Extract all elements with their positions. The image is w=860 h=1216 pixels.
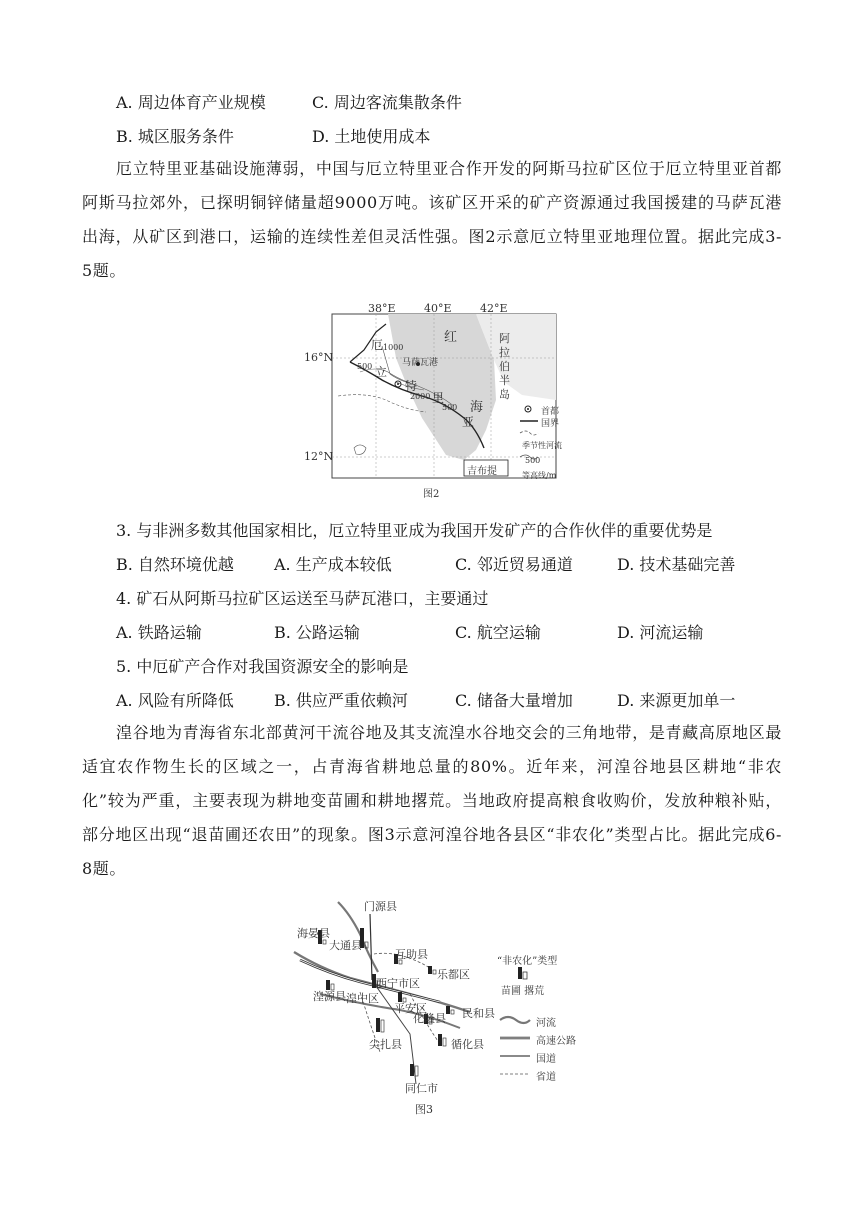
legend-capital: 首都 [541, 407, 560, 417]
county-jianzha: 尖扎县 [369, 1038, 402, 1051]
sea-char-2: 海 [470, 400, 484, 415]
county-huzhu: 互助县 [395, 948, 428, 961]
lat-label-16: 16°N [304, 351, 334, 364]
county-hualong: 化隆县 [413, 1012, 446, 1025]
legend-national-road: 国道 [536, 1054, 556, 1065]
q3-option-1: B. 自然环境优越 [116, 555, 234, 574]
county-tongren: 同仁市 [405, 1082, 438, 1095]
country-char-3: 特 [405, 379, 418, 393]
passage-huangshui-text: 湟谷地为青海省东北部黄河干流谷地及其支流湟水谷地交会的三角地带，是青藏高原地区最适宜农作物生长的区域之一，占青海省耕地总量的80%。近年来，河湟谷地县区耕地“非农化”较为严重，主要表现为耕地变苗圃和耕地撂荒。当地政府提高粮食收购价，发放种粮补贴，部分地区出现“退苗圃还农田”的现象。图3示意河湟谷地各县区“非农化”类型占比。据此完成6-8题。 [82, 723, 782, 878]
q4-option-b: B. 公路运输 [274, 623, 360, 642]
q2-option-b: B. 城区服务条件 [116, 127, 234, 146]
lat-label-12: 12°N [304, 450, 334, 463]
legend-bar-labels: 苗圃 撂荒 [501, 986, 545, 997]
figure-2-caption: 图2 [423, 489, 440, 500]
djibouti-label: 吉布提 [467, 466, 497, 477]
peninsula-char-5: 岛 [499, 388, 510, 401]
legend-bar-glyph [516, 966, 530, 980]
country-char-5: 亚 [462, 415, 475, 429]
port-label: 马萨瓦港 [402, 358, 439, 368]
legend-expressway: 高速公路 [536, 1036, 576, 1047]
legend-river: 河流 [536, 1018, 556, 1029]
figure-3-legend-lines [498, 1012, 532, 1082]
lon-label-38: 38°E [368, 302, 396, 315]
passage-eritrea [82, 152, 782, 288]
county-menyuan: 门源县 [364, 900, 397, 913]
q4-option-d: D. 河流运输 [617, 623, 704, 642]
q5-option-c: C. 储备大量增加 [455, 691, 573, 710]
contour-label-1000: 1000 [383, 343, 404, 352]
legend-border: 国界 [541, 419, 560, 429]
lon-label-40: 40°E [424, 302, 452, 315]
q5-stem: 5. 中厄矿产合作对我国资源安全的影响是 [116, 657, 409, 676]
figure-3-caption: 图3 [415, 1103, 433, 1116]
q4-option-a: A. 铁路运输 [116, 623, 202, 642]
country-char-2: 立 [375, 365, 388, 379]
q3-option-3: C. 邻近贸易通道 [455, 555, 573, 574]
q2-option-c: C. 周边客流集散条件 [312, 93, 462, 112]
q5-option-b: B. 供应严重依赖河 [274, 691, 408, 710]
sea-char-1: 红 [444, 330, 458, 345]
contour-label-500-b: 500 [442, 403, 458, 412]
q3-stem: 3. 与非洲多数其他国家相比，厄立特里亚成为我国开发矿产的合作伙伴的重要优势是 [116, 521, 713, 540]
q4-option-c: C. 航空运输 [455, 623, 541, 642]
peninsula-char-4: 半 [499, 374, 510, 387]
q3-option-4: D. 技术基础完善 [617, 555, 736, 574]
q3-option-2: A. 生产成本较低 [274, 555, 392, 574]
county-huangzhong: 湟中区 [346, 992, 379, 1005]
legend-contour-sample: 500 [525, 456, 541, 465]
county-xining: 西宁市区 [376, 977, 420, 990]
passage-huangshui [82, 716, 782, 886]
county-minhe: 民和县 [462, 1007, 495, 1020]
q5-option-a: A. 风险有所降低 [116, 691, 234, 710]
county-datong: 大通县 [329, 939, 362, 952]
legend-contour: 等高线/m [522, 471, 557, 480]
legend-seasonal-river: 季节性河流 [522, 441, 562, 450]
county-pingan: 平安区 [394, 1002, 427, 1015]
q2-option-a: A. 周边体育产业规模 [116, 93, 266, 112]
country-char-4: 里 [432, 391, 445, 405]
lon-label-42: 42°E [480, 302, 508, 315]
q5-option-d: D. 来源更加单一 [617, 691, 736, 710]
q2-option-d: D. 土地使用成本 [312, 127, 431, 146]
county-huangyuan: 湟源县 [313, 990, 346, 1003]
peninsula-char-3: 伯 [499, 360, 510, 373]
county-haiyan: 海晏县 [297, 927, 330, 940]
peninsula-char-1: 阿 [499, 332, 510, 345]
contour-label-2000: 2000 [410, 392, 431, 401]
country-char-1: 厄 [371, 338, 384, 352]
q4-stem: 4. 矿石从阿斯马拉矿区运送至马萨瓦港口，主要通过 [116, 589, 489, 608]
legend-provincial-road: 省道 [536, 1072, 556, 1083]
peninsula-char-2: 拉 [499, 346, 510, 359]
passage-eritrea-text: 厄立特里亚基础设施薄弱，中国与厄立特里亚合作开发的阿斯马拉矿区位于厄立特里亚首都阿斯马拉郊外，已探明铜锌储量超9000万吨。该矿区开采的矿产资源通过我国援建的马萨瓦港出海，从矿区到港口，运输的连续性差但灵活性强。图2示意厄立特里亚地理位置。据此完成3-5题。 [82, 159, 782, 280]
legend-type-title: “非农化”类型 [497, 956, 558, 967]
contour-label-500: 500 [357, 362, 373, 371]
county-xunhua: 循化县 [451, 1038, 484, 1051]
county-ledu: 乐都区 [437, 968, 470, 981]
